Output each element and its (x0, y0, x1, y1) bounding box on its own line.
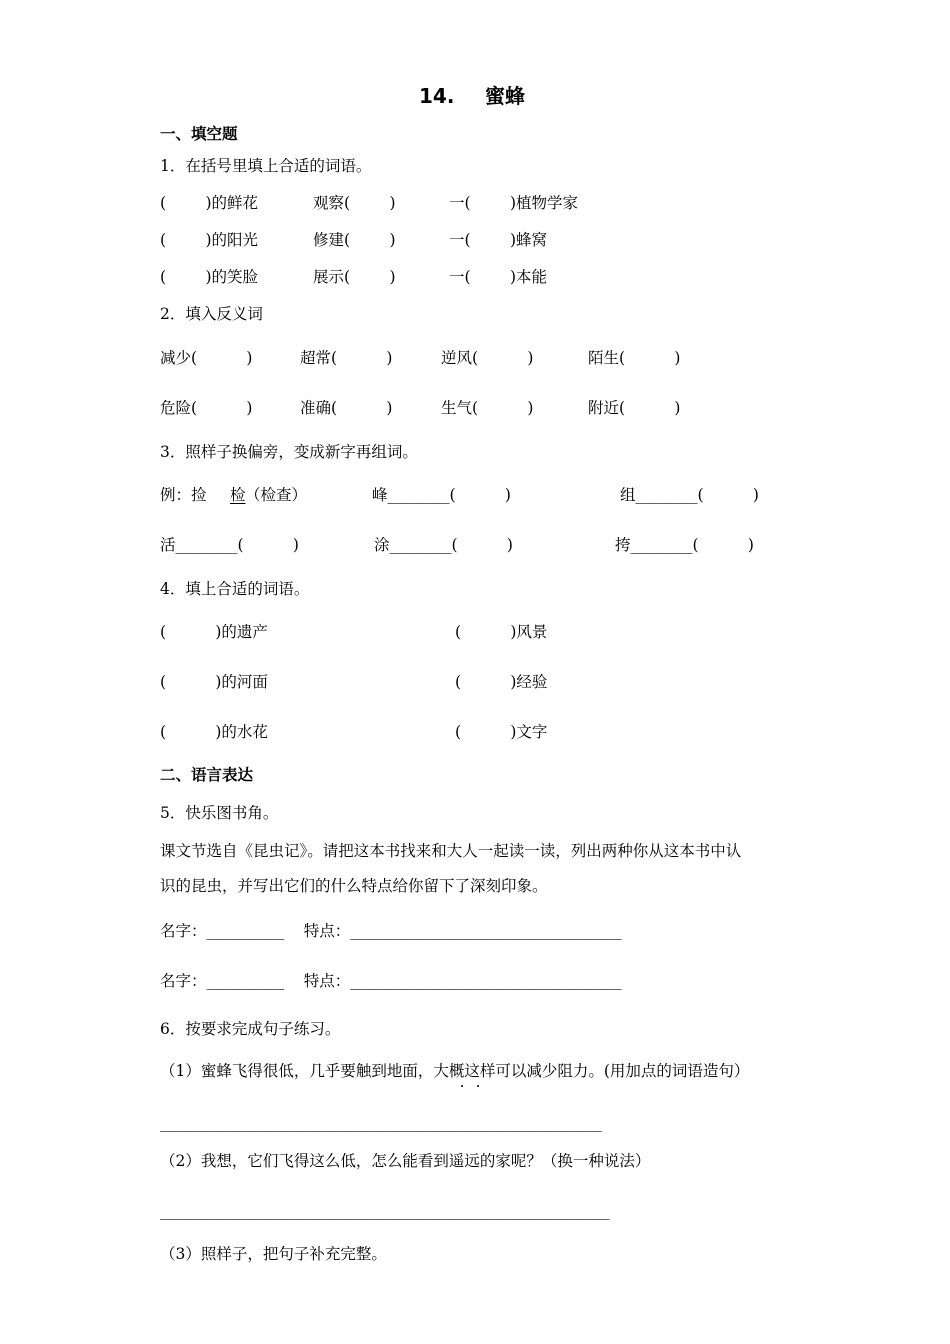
q2-cell: 准确( ) (300, 399, 393, 417)
page-title: 蜜蜂 (485, 84, 525, 108)
q2-cell: 危险( ) (160, 399, 253, 417)
answer-line: _________________________________________________________ (160, 1114, 602, 1132)
q2-cell: 附近( ) (588, 399, 681, 417)
question-5-prompt: 5．快乐图书角。 (160, 804, 279, 822)
question-2-prompt: 2．填入反义词 (160, 305, 263, 323)
q3-example-label: 例：捡 (160, 486, 207, 504)
q5-fill-line: 名字：__________ 特点：___________________________________ (160, 922, 622, 940)
question-3-prompt: 3．照样子换偏旁，变成新字再组词。 (160, 443, 418, 461)
q3-cell: 峰________( ) (372, 486, 511, 504)
q1-cell: ( )的笑脸 (160, 268, 259, 286)
q3-cell: 组________( ) (620, 486, 759, 504)
q1-cell: 一( )本能 (449, 268, 548, 286)
q1-cell: ( )的鲜花 (160, 194, 259, 212)
q2-cell: 陌生( ) (588, 349, 681, 367)
q3-cell: 涂________( ) (374, 536, 513, 554)
q5-fill-line: 名字：__________ 特点：___________________________________ (160, 972, 622, 990)
q1-cell: 观察( ) (313, 194, 396, 212)
q2-cell: 减少( ) (160, 349, 253, 367)
question-6-prompt: 6．按要求完成句子练习。 (160, 1020, 341, 1038)
question-4-prompt: 4．填上合适的词语。 (160, 580, 310, 598)
section-heading-language: 二、语言表达 (160, 766, 254, 784)
q2-cell: 逆风( ) (441, 349, 534, 367)
q6-sentence-3: （3）照样子，把句子补充完整。 (160, 1245, 387, 1263)
q1-cell: 展示( ) (313, 268, 396, 286)
q5-text-line: 课文节选自《昆虫记》。请把这本书找来和大人一起读一读，列出两种你从这本书中认 (160, 842, 742, 860)
q1-cell: 一( )植物学家 (449, 194, 579, 212)
q6-sentence-1: （1）蜜蜂飞得很低，几乎要触到地面，大概这样可以减少阻力。(用加点的词语造句） (160, 1062, 750, 1080)
q1-cell: 一( )蜂窝 (449, 231, 548, 249)
q3-cell: 活________( ) (160, 536, 299, 554)
q3-example-paren: （检查） (245, 486, 308, 504)
q4-cell: ( )的水花 (160, 723, 268, 741)
q4-cell: ( )风景 (455, 623, 548, 641)
emphasis-dot (461, 1085, 463, 1087)
q1-cell: ( )的阳光 (160, 231, 259, 249)
q4-cell: ( )的遗产 (160, 623, 268, 641)
q2-cell: 生气( ) (441, 399, 534, 417)
q3-example-word: 检 (230, 486, 246, 504)
emphasis-dot (477, 1085, 479, 1087)
q4-cell: ( )经验 (455, 673, 548, 691)
q4-cell: ( )文字 (455, 723, 548, 741)
q1-cell: 修建( ) (313, 231, 396, 249)
q6-sentence-2: （2）我想，它们飞得这么低，怎么能看到遥远的家呢？（换一种说法） (160, 1152, 651, 1170)
answer-line: __________________________________________________________ (160, 1202, 610, 1220)
q4-cell: ( )的河面 (160, 673, 268, 691)
q3-cell: 挎________( ) (615, 536, 754, 554)
question-1-prompt: 1．在括号里填上合适的词语。 (160, 157, 372, 175)
q5-text-line: 识的昆虫，并写出它们的什么特点给你留下了深刻印象。 (160, 877, 548, 895)
q2-cell: 超常( ) (300, 349, 393, 367)
title-number: 14. (419, 84, 455, 108)
section-heading-fill-blanks: 一、填空题 (160, 125, 238, 143)
